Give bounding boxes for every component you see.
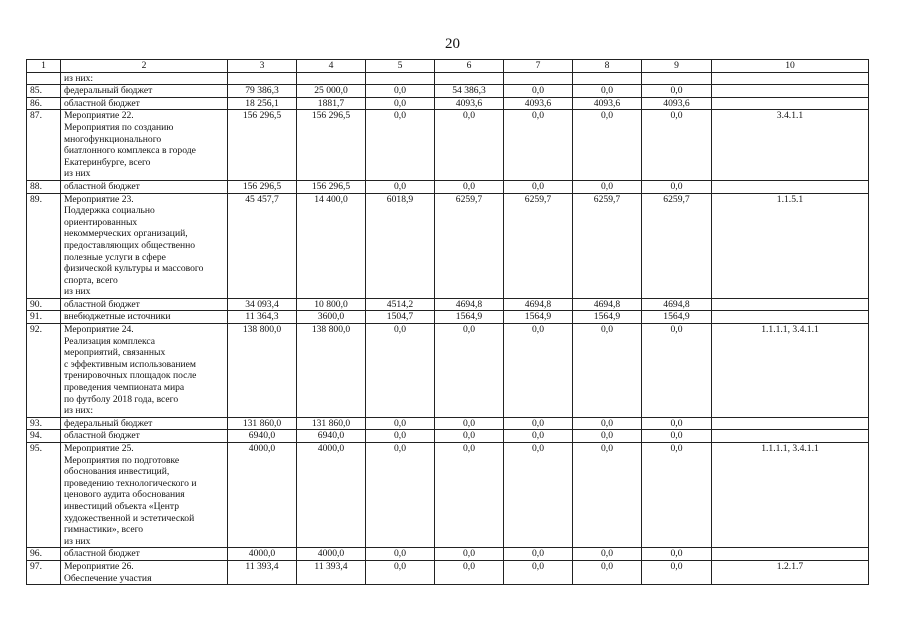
value-cell: 4093,6 — [642, 97, 712, 110]
row-number-cell: 92. — [27, 324, 61, 418]
column-header: 5 — [366, 60, 435, 73]
value-cell: 45 457,7 — [228, 193, 297, 298]
table-row — [27, 180, 869, 193]
value-cell: 0,0 — [435, 110, 504, 181]
table-row — [27, 85, 869, 98]
value-cell: 18 256,1 — [228, 97, 297, 110]
row-number-cell: 88. — [27, 180, 61, 193]
value-cell: 14 400,0 — [297, 193, 366, 298]
value-cell: 4694,8 — [573, 298, 642, 311]
table-row — [27, 324, 869, 418]
value-cell: 0,0 — [573, 417, 642, 430]
column-header: 4 — [297, 60, 366, 73]
value-cell: 156 296,5 — [228, 110, 297, 181]
column-number-row — [27, 60, 869, 73]
value-cell: 4514,2 — [366, 298, 435, 311]
value-cell: 131 860,0 — [228, 417, 297, 430]
target-code-cell: 1.1.1.1, 3.4.1.1 — [712, 443, 869, 548]
column-header: 6 — [435, 60, 504, 73]
target-code-cell: 1.1.1.1, 3.4.1.1 — [712, 324, 869, 418]
target-code-cell — [712, 311, 869, 324]
column-header: 3 — [228, 60, 297, 73]
value-cell: 25 000,0 — [297, 85, 366, 98]
value-cell: 11 364,3 — [228, 311, 297, 324]
value-cell: 0,0 — [366, 430, 435, 443]
value-cell: 6259,7 — [504, 193, 573, 298]
value-cell: 156 296,5 — [297, 180, 366, 193]
target-code-cell — [712, 97, 869, 110]
value-cell: 11 393,4 — [297, 560, 366, 584]
row-number-cell: 95. — [27, 443, 61, 548]
value-cell: 0,0 — [504, 548, 573, 561]
column-header: 2 — [61, 60, 228, 73]
value-cell: 0,0 — [504, 417, 573, 430]
table-row — [27, 193, 869, 298]
value-cell: 156 296,5 — [297, 110, 366, 181]
table-row — [27, 110, 869, 181]
description-cell: областной бюджет — [61, 430, 228, 443]
table-row — [27, 97, 869, 110]
value-cell: 54 386,3 — [435, 85, 504, 98]
value-cell: 0,0 — [642, 443, 712, 548]
budget-table — [26, 59, 869, 585]
target-code-cell — [712, 430, 869, 443]
value-cell — [366, 72, 435, 85]
row-number-cell: 85. — [27, 85, 61, 98]
table-row — [27, 417, 869, 430]
description-cell: внебюджетные источники — [61, 311, 228, 324]
value-cell: 0,0 — [366, 110, 435, 181]
value-cell: 6259,7 — [573, 193, 642, 298]
column-header: 7 — [504, 60, 573, 73]
description-cell: федеральный бюджет — [61, 85, 228, 98]
description-cell: федеральный бюджет — [61, 417, 228, 430]
value-cell: 131 860,0 — [297, 417, 366, 430]
description-cell: из них: — [61, 72, 228, 85]
target-code-cell: 3.4.1.1 — [712, 110, 869, 181]
value-cell: 0,0 — [435, 324, 504, 418]
row-number-cell: 86. — [27, 97, 61, 110]
value-cell: 0,0 — [573, 110, 642, 181]
value-cell: 0,0 — [642, 110, 712, 181]
value-cell: 4093,6 — [573, 97, 642, 110]
value-cell: 0,0 — [366, 85, 435, 98]
value-cell: 6259,7 — [435, 193, 504, 298]
value-cell — [435, 72, 504, 85]
column-header: 10 — [712, 60, 869, 73]
value-cell: 0,0 — [504, 180, 573, 193]
value-cell: 0,0 — [504, 560, 573, 584]
value-cell: 0,0 — [366, 324, 435, 418]
value-cell: 0,0 — [504, 85, 573, 98]
target-code-cell — [712, 417, 869, 430]
table-row — [27, 560, 869, 584]
value-cell: 4093,6 — [435, 97, 504, 110]
value-cell: 0,0 — [435, 548, 504, 561]
value-cell: 1564,9 — [573, 311, 642, 324]
row-number-cell: 87. — [27, 110, 61, 181]
description-cell: Мероприятие 25. Мероприятия по подготовке обоснования инвестиций, проведению технологического и ценового аудита обоснования инвестиций объекта «Центр художественной и эстетической гимнастики», всего из них — [61, 443, 228, 548]
value-cell: 0,0 — [642, 560, 712, 584]
value-cell: 3600,0 — [297, 311, 366, 324]
value-cell: 4093,6 — [504, 97, 573, 110]
page-number: 20 — [445, 36, 460, 52]
value-cell: 0,0 — [504, 110, 573, 181]
description-cell: Мероприятие 26. Обеспечение участия — [61, 560, 228, 584]
value-cell: 0,0 — [435, 430, 504, 443]
value-cell — [504, 72, 573, 85]
row-number-cell: 91. — [27, 311, 61, 324]
value-cell: 0,0 — [573, 430, 642, 443]
value-cell: 138 800,0 — [228, 324, 297, 418]
value-cell: 6940,0 — [297, 430, 366, 443]
value-cell: 10 800,0 — [297, 298, 366, 311]
value-cell: 0,0 — [573, 443, 642, 548]
value-cell: 0,0 — [573, 180, 642, 193]
target-code-cell: 1.1.5.1 — [712, 193, 869, 298]
row-number-cell: 94. — [27, 430, 61, 443]
value-cell: 0,0 — [504, 430, 573, 443]
value-cell: 1881,7 — [297, 97, 366, 110]
value-cell: 0,0 — [435, 417, 504, 430]
table-row — [27, 430, 869, 443]
description-cell: Мероприятие 22. Мероприятия по созданию многофункционального биатлонного комплекса в городе Екатеринбурге, всего из них — [61, 110, 228, 181]
table-row — [27, 443, 869, 548]
value-cell: 6018,9 — [366, 193, 435, 298]
target-code-cell — [712, 180, 869, 193]
value-cell: 138 800,0 — [297, 324, 366, 418]
target-code-cell: 1.2.1.7 — [712, 560, 869, 584]
description-cell: областной бюджет — [61, 97, 228, 110]
value-cell: 0,0 — [642, 324, 712, 418]
row-number-cell: 90. — [27, 298, 61, 311]
value-cell: 0,0 — [642, 417, 712, 430]
value-cell: 0,0 — [642, 85, 712, 98]
value-cell — [297, 72, 366, 85]
value-cell: 4694,8 — [435, 298, 504, 311]
row-number-cell: 89. — [27, 193, 61, 298]
table-row — [27, 298, 869, 311]
value-cell: 4694,8 — [504, 298, 573, 311]
value-cell: 11 393,4 — [228, 560, 297, 584]
value-cell: 4000,0 — [228, 443, 297, 548]
table-row — [27, 311, 869, 324]
column-header: 9 — [642, 60, 712, 73]
value-cell: 4694,8 — [642, 298, 712, 311]
description-cell: Мероприятие 23. Поддержка социально ориентированных некоммерческих организаций, предоставляющих общественно полезные услуги в сфере физической культуры и массового спорта, всего из них — [61, 193, 228, 298]
value-cell: 4000,0 — [228, 548, 297, 561]
value-cell: 0,0 — [504, 324, 573, 418]
value-cell: 0,0 — [435, 443, 504, 548]
description-cell: областной бюджет — [61, 548, 228, 561]
value-cell: 0,0 — [366, 443, 435, 548]
value-cell: 0,0 — [366, 560, 435, 584]
value-cell: 1564,9 — [504, 311, 573, 324]
description-cell: областной бюджет — [61, 180, 228, 193]
target-code-cell — [712, 72, 869, 85]
value-cell: 1564,9 — [435, 311, 504, 324]
value-cell — [642, 72, 712, 85]
target-code-cell — [712, 548, 869, 561]
value-cell: 6940,0 — [228, 430, 297, 443]
column-header: 8 — [573, 60, 642, 73]
description-cell: областной бюджет — [61, 298, 228, 311]
value-cell — [228, 72, 297, 85]
value-cell: 6259,7 — [642, 193, 712, 298]
description-cell: Мероприятие 24. Реализация комплекса мероприятий, связанных с эффективным использованием тренировочных площадок после проведения чемпионата мира по футболу 2018 года, всего из них: — [61, 324, 228, 418]
table-row — [27, 548, 869, 561]
value-cell: 0,0 — [435, 560, 504, 584]
value-cell: 0,0 — [573, 324, 642, 418]
value-cell: 0,0 — [366, 548, 435, 561]
value-cell: 0,0 — [573, 85, 642, 98]
row-number-cell — [27, 72, 61, 85]
value-cell: 79 386,3 — [228, 85, 297, 98]
value-cell: 1504,7 — [366, 311, 435, 324]
row-number-cell: 96. — [27, 548, 61, 561]
row-number-cell: 93. — [27, 417, 61, 430]
value-cell: 0,0 — [366, 417, 435, 430]
value-cell: 0,0 — [573, 560, 642, 584]
value-cell: 0,0 — [366, 97, 435, 110]
value-cell: 0,0 — [504, 443, 573, 548]
row-number-cell: 97. — [27, 560, 61, 584]
value-cell: 4000,0 — [297, 443, 366, 548]
table-row — [27, 72, 869, 85]
value-cell: 0,0 — [642, 548, 712, 561]
column-header: 1 — [27, 60, 61, 73]
value-cell: 0,0 — [642, 180, 712, 193]
target-code-cell — [712, 85, 869, 98]
value-cell: 1564,9 — [642, 311, 712, 324]
target-code-cell — [712, 298, 869, 311]
value-cell: 4000,0 — [297, 548, 366, 561]
value-cell: 0,0 — [573, 548, 642, 561]
value-cell: 0,0 — [435, 180, 504, 193]
value-cell: 0,0 — [366, 180, 435, 193]
value-cell — [573, 72, 642, 85]
value-cell: 0,0 — [642, 430, 712, 443]
value-cell: 34 093,4 — [228, 298, 297, 311]
value-cell: 156 296,5 — [228, 180, 297, 193]
